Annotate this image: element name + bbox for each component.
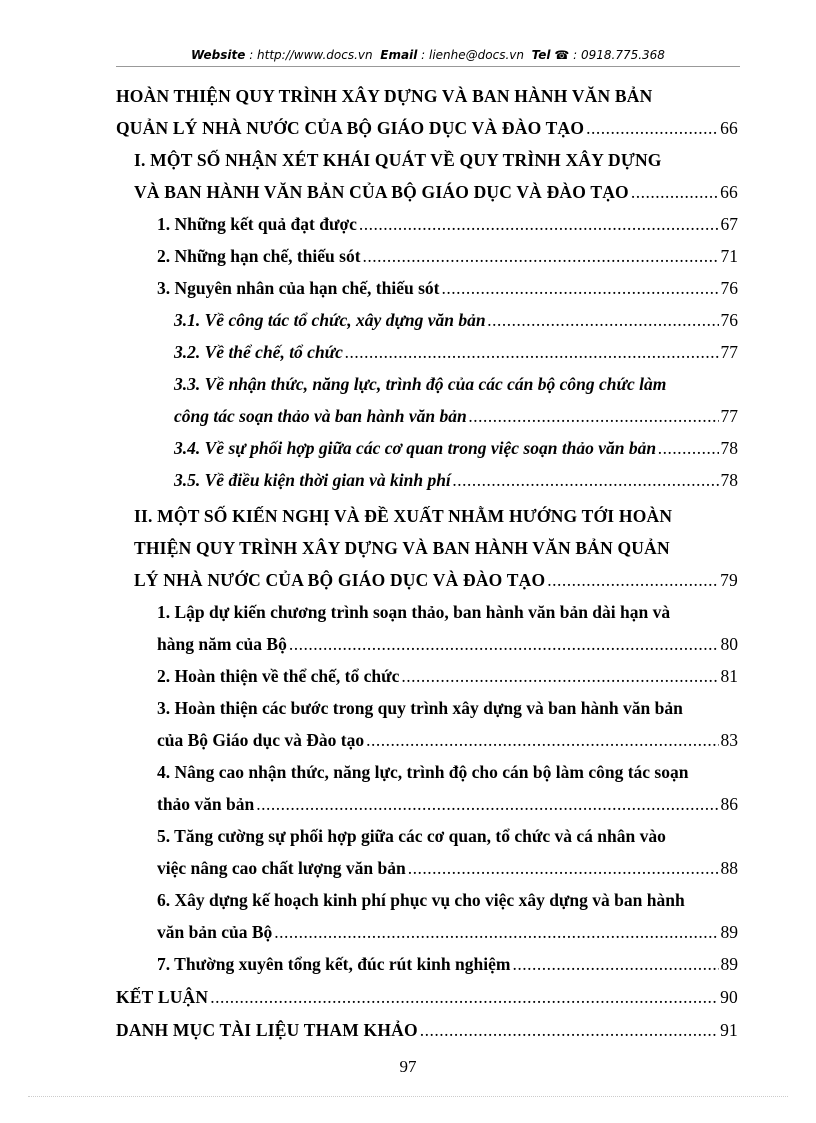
- toc-entry: 1. Những kết quả đạt được ..... 67: [157, 212, 738, 236]
- toc-entry: 1. Lập dự kiến chương trình soạn thảo, ban hành văn bản dài hạn và: [157, 602, 671, 622]
- toc-entry: DANH MỤC TÀI LIỆU THAM KHẢO ..... 91: [116, 1018, 738, 1042]
- toc-entry: công tác soạn thảo và ban hành văn bản ..... 77: [174, 404, 738, 428]
- toc-entry: KẾT LUẬN ..... 90: [116, 985, 738, 1009]
- toc-entry: 7. Thường xuyên tổng kết, đúc rút kinh nghiệm ..... 89: [157, 952, 738, 976]
- toc-page: 88: [720, 858, 738, 878]
- toc-entry: I. MỘT SỐ NHẬN XÉT KHÁI QUÁT VỀ QUY TRÌNH XÂY DỰNG: [134, 150, 662, 170]
- toc-entry: 3.3. Về nhận thức, năng lực, trình độ của các cán bộ công chức làm: [174, 374, 667, 394]
- toc-page: 81: [720, 666, 738, 686]
- toc-page: 78: [720, 470, 738, 490]
- tel-label: Tel: [531, 48, 551, 62]
- toc-entry: 3.5. Về điều kiện thời gian và kinh phí ..... 78: [174, 468, 738, 492]
- toc-page: 77: [720, 342, 738, 362]
- website-label: Website: [191, 48, 246, 62]
- toc-page: 79: [720, 570, 738, 590]
- toc-page: 89: [720, 922, 738, 942]
- toc-page: 76: [720, 278, 738, 298]
- toc-entry: 3. Nguyên nhân của hạn chế, thiếu sót ..... 76: [157, 276, 738, 300]
- toc-page: 66: [720, 182, 738, 202]
- toc-page: 76: [720, 310, 738, 330]
- toc-entry: 6. Xây dựng kế hoạch kinh phí phục vụ cho việc xây dựng và ban hành: [157, 890, 685, 910]
- toc-entry: văn bản của Bộ ..... 89: [157, 920, 738, 944]
- toc-entry: 5. Tăng cường sự phối hợp giữa các cơ quan, tổ chức và cá nhân vào: [157, 826, 666, 846]
- toc-page: 80: [720, 634, 738, 654]
- toc-entry: VÀ BAN HÀNH VĂN BẢN CỦA BỘ GIÁO DỤC VÀ ĐÀO TẠO ..... 66: [134, 180, 738, 204]
- toc-page: 89: [720, 954, 738, 974]
- toc-entry: II. MỘT SỐ KIẾN NGHỊ VÀ ĐỀ XUẤT NHẰM HƯỚNG TỚI HOÀN: [134, 506, 673, 526]
- toc-page: 66: [720, 118, 738, 138]
- toc-page: 77: [720, 406, 738, 426]
- toc-entry: QUẢN LÝ NHÀ NƯỚC CỦA BỘ GIÁO DỤC VÀ ĐÀO TẠO ..... 66: [116, 116, 738, 140]
- toc-entry: 3.1. Về công tác tổ chức, xây dựng văn bản ..... 76: [174, 308, 738, 332]
- toc-page: 71: [720, 246, 738, 266]
- toc-entry: của Bộ Giáo dục và Đào tạo ..... 83: [157, 728, 738, 752]
- toc-entry: 3. Hoàn thiện các bước trong quy trình xây dựng và ban hành văn bản: [157, 698, 683, 718]
- toc-entry: 2. Hoàn thiện về thể chế, tổ chức ..... 81: [157, 664, 738, 688]
- toc-entry: 4. Nâng cao nhận thức, năng lực, trình độ cho cán bộ làm công tác soạn: [157, 762, 689, 782]
- page-header: [116, 48, 740, 62]
- toc-entry: thảo văn bản ..... 86: [157, 792, 738, 816]
- toc-page: 91: [720, 1020, 738, 1040]
- toc-entry: HOÀN THIỆN QUY TRÌNH XÂY DỰNG VÀ BAN HÀNH VĂN BẢN: [116, 86, 653, 106]
- toc-page: 78: [720, 438, 738, 458]
- toc-entry: LÝ NHÀ NƯỚC CỦA BỘ GIÁO DỤC VÀ ĐÀO TẠO ..... 79: [134, 568, 738, 592]
- tel-value: ☎ : 0918.775.368: [554, 48, 665, 62]
- page-bottom-divider: [28, 1096, 788, 1097]
- header-divider: [116, 66, 740, 67]
- toc-page: 83: [720, 730, 738, 750]
- toc-entry: 3.4. Về sự phối hợp giữa các cơ quan trong việc soạn thảo văn bản ..... 78: [174, 436, 738, 460]
- toc-page: 67: [720, 214, 738, 234]
- page-number: 97: [399, 1057, 417, 1076]
- toc-entry: 2. Những hạn chế, thiếu sót ..... 71: [157, 244, 738, 268]
- toc-entry: việc nâng cao chất lượng văn bản ..... 88: [157, 856, 738, 880]
- toc-entry: hàng năm của Bộ ..... 80: [157, 632, 738, 656]
- toc-entry: 3.2. Về thể chế, tổ chức ..... 77: [174, 340, 738, 364]
- email-value[interactable]: : lienhe@docs.vn: [421, 48, 524, 62]
- email-label: Email: [380, 48, 418, 62]
- toc-entry: THIỆN QUY TRÌNH XÂY DỰNG VÀ BAN HÀNH VĂN BẢN QUẢN: [134, 538, 670, 558]
- toc-page: 90: [720, 987, 738, 1007]
- website-value[interactable]: : http://www.docs.vn: [249, 48, 373, 62]
- toc-page: 86: [720, 794, 738, 814]
